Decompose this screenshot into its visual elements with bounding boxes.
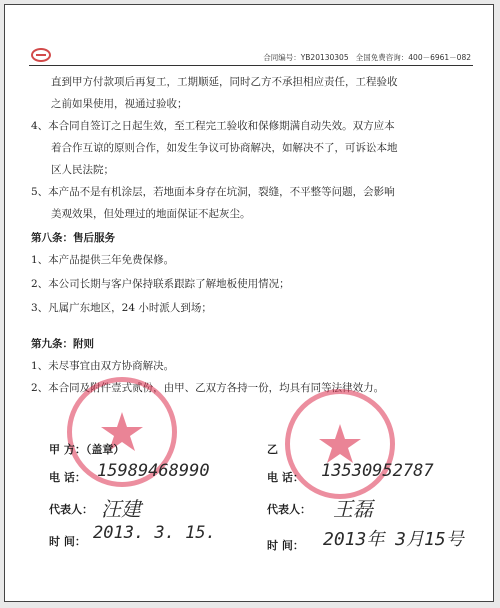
- party-a-time-label: 时 间：: [49, 535, 86, 548]
- party-b-label: 乙: [267, 443, 278, 456]
- contract-header-info: [263, 52, 471, 63]
- body-line: 2、本公司长期与客户保持联系跟踪了解地板使用情况；: [31, 278, 290, 290]
- body-line: 美观效果，但处理过的地面保证不起灰尘。: [51, 208, 251, 220]
- body-line: 之前如果使用，视通过验收；: [51, 98, 188, 110]
- company-logo-icon: [31, 48, 51, 62]
- party-b-time-label: 时 间：: [267, 539, 304, 552]
- body-line: 4、本合同自签订之日起生效，至工程完工验收和保修期满自动失效。双方应本: [31, 120, 395, 132]
- party-b-date: 2013年 3月15号: [323, 529, 464, 550]
- party-b-rep-signature: 王磊: [333, 497, 373, 521]
- party-a-rep-label: 代表人：: [49, 503, 93, 516]
- contract-number: 合同编号：YB20130305: [263, 53, 349, 62]
- party-a-phone: 15989468990: [97, 461, 210, 481]
- header-divider: [29, 65, 473, 66]
- contract-page: [4, 4, 494, 602]
- party-b-phone-label: 电 话：: [267, 471, 304, 484]
- body-line: 1、未尽事宜由双方协商解决。: [31, 360, 175, 372]
- party-b-rep-label: 代表人：: [267, 503, 311, 516]
- hotline: 全国免费咨询：400－6961－082: [355, 53, 471, 62]
- party-a-rep-signature: 汪建: [101, 497, 141, 521]
- body-line: 区人民法院；: [51, 164, 114, 176]
- party-a-date: 2013. 3. 15.: [93, 523, 216, 543]
- party-a-label: 甲 方：（盖章）: [49, 443, 125, 456]
- body-line: 1、本产品提供三年免费保修。: [31, 254, 175, 266]
- section-title-after-sales: 第八条：售后服务: [31, 232, 115, 244]
- body-line: 2、本合同及附件壹式贰份，由甲、乙双方各持一份，均具有同等法律效力。: [31, 382, 385, 394]
- party-b-phone: 13530952787: [321, 461, 434, 481]
- section-title-supplementary: 第九条：附则: [31, 338, 94, 350]
- body-line: 5、本产品不是有机涂层，若地面本身存在坑洞，裂缝，不平整等问题，会影响: [31, 186, 395, 198]
- body-line: 直到甲方付款项后再复工，工期顺延，同时乙方不承担相应责任，工程验收: [51, 76, 398, 88]
- body-line: 着合作互谅的原则合作，如发生争议可协商解决，如解决不了，可诉讼本地: [51, 142, 398, 154]
- body-line: 3、凡属广东地区，24 小时派人到场；: [31, 302, 212, 314]
- party-a-phone-label: 电 话：: [49, 471, 86, 484]
